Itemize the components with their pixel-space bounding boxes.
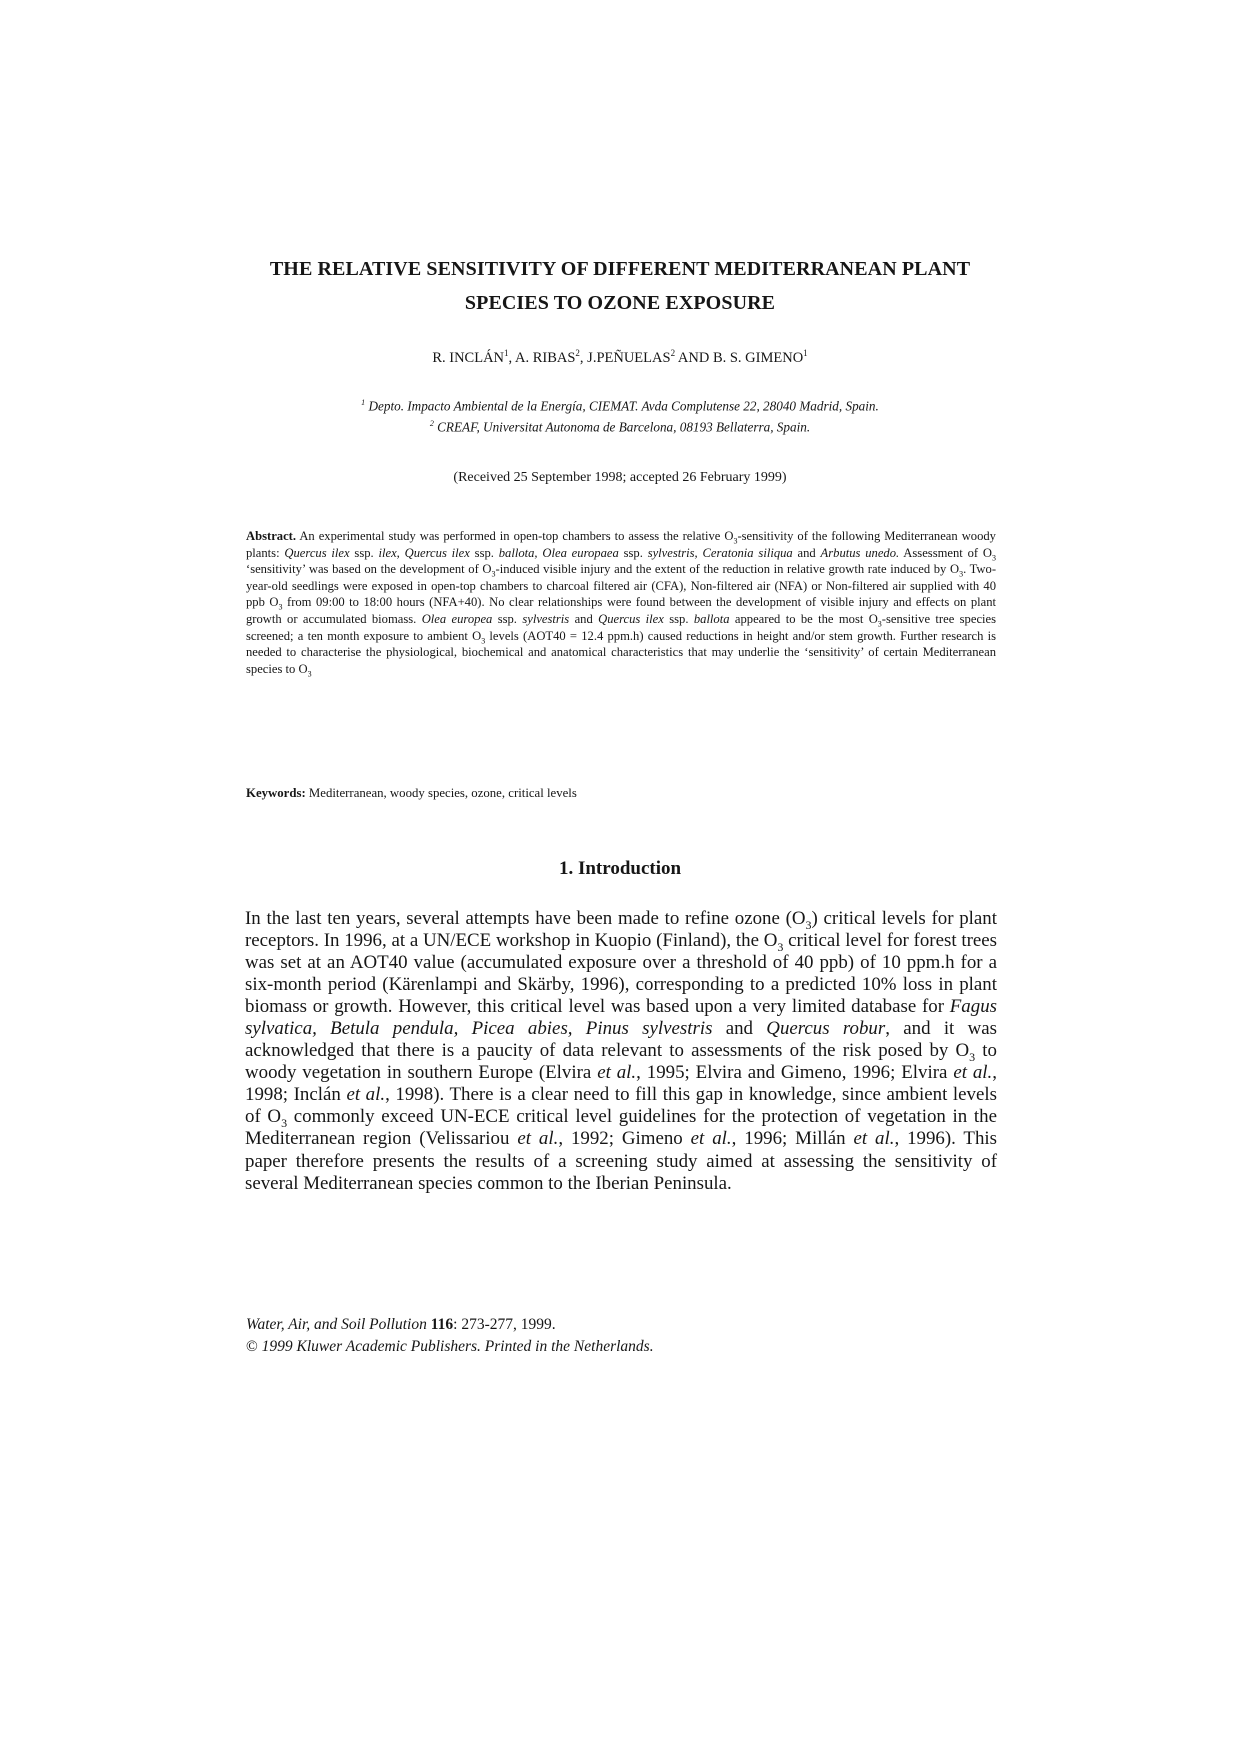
text-run: An experimental study was performed in open-top chambers to assess the relative O: [296, 529, 734, 543]
abstract-body: [246, 529, 997, 679]
text-run: , 1998). There is a clear need to fill this gap in knowledge, since ambient levels of O: [245, 1084, 997, 1128]
journal-pages: : 273-277, 1999.: [453, 1316, 556, 1333]
subscript-text: 3: [481, 636, 486, 646]
italic-text: Arbutus unedo.: [820, 545, 900, 560]
author-name: A. RIBAS: [514, 349, 576, 366]
subscript-text: 3: [307, 669, 312, 679]
subscript-text: 3: [992, 553, 997, 563]
affiliation-mark: 2: [429, 419, 434, 429]
italic-text: et al.: [517, 1128, 559, 1150]
italic-text: Fagus sylvatica, Betula pendula, Picea abies, Pinus sylvestris: [245, 996, 997, 1040]
italic-text: Olea europea: [421, 611, 493, 626]
subscript-text: 3: [969, 1050, 976, 1065]
italic-text: Quercus robur: [766, 1018, 886, 1040]
introduction-paragraph: [245, 908, 997, 1195]
author-affil-mark: 2: [575, 348, 580, 358]
copyright-symbol: ©: [246, 1338, 258, 1355]
text-run: , 1995; Elvira and Gimeno, 1996; Elvira: [636, 1062, 954, 1084]
copyright-text: 1999 Kluwer Academic Publishers. Printed in the Netherlands.: [257, 1338, 654, 1355]
author: [515, 350, 587, 366]
citation-line: [246, 1314, 1006, 1336]
text-run: levels (AOT40 = 12.4 ppm.h) caused reductions in height and/or stem growth. Further research is needed to characterise the physiological, biochemical and anatomical characteristics that may underlie the ‘sensitivity’ of certain Mediterranean species to O: [246, 628, 996, 676]
author-affil-mark: 2: [670, 348, 676, 358]
author: [587, 350, 713, 366]
author-list: [140, 348, 1100, 367]
affiliation: [140, 394, 1100, 415]
text-run: and: [712, 1018, 767, 1040]
text-run: , 1996; Millán: [731, 1128, 854, 1150]
author-separator: ,: [508, 349, 515, 366]
italic-text: ilex, Quercus ilex: [378, 545, 470, 560]
italic-text: et al.: [953, 1062, 993, 1084]
author-name: R. INCLÁN: [432, 349, 505, 366]
text-run: In the last ten years, several attempts have been made to refine ozone (O: [245, 908, 806, 929]
abstract: [246, 528, 996, 677]
keywords: [246, 786, 996, 801]
text-run: ssp.: [618, 545, 648, 560]
text-run: -sensitive tree species screened; a ten month exposure to ambient O: [246, 611, 997, 643]
affiliation: [140, 415, 1100, 436]
text-run: -induced visible injury and the extent of the reduction in relative growth rate induced by O: [495, 562, 960, 577]
paper-title: [140, 252, 1100, 320]
abstract-label: Abstract.: [246, 529, 297, 543]
affiliation-text: Depto. Impacto Ambiental de la Energía, CIEMAT. Avda Complutense 22, 28040 Madrid, Spain.: [368, 398, 879, 414]
author-affil-mark: 1: [803, 348, 808, 358]
subscript-text: 3: [733, 536, 738, 546]
subscript-text: 3: [281, 1116, 288, 1131]
author-name: B. S. GIMENO: [712, 349, 804, 366]
text-run: from 09:00 to 18:00 hours (NFA+40). No clear relationships were found between the development of visible injury and effects on plant growth or accumulated biomass.: [246, 595, 997, 626]
text-run: , and it was acknowledged that there is a paucity of data relevant to assessments of the risk posed by O: [245, 1018, 997, 1062]
text-run: ssp.: [469, 545, 499, 560]
text-run: , 1996). This paper therefore presents the results of a screening study aimed at assessing the sensitivity of several Mediterranean species common to the Iberian Peninsula.: [245, 1128, 998, 1194]
text-run: appeared to be the most O: [729, 611, 878, 626]
text-run: to woody vegetation in southern Europe (Elvira: [245, 1040, 997, 1084]
text-run: . Two-year-old seedlings were exposed in open-top chambers to charcoal filtered air (CFA), Non-filtered air (NFA) or Non-filtered air supplied with 40 ppb O: [246, 562, 997, 610]
text-run: ssp.: [663, 611, 694, 626]
journal-volume: 116: [430, 1316, 454, 1333]
copyright-line: [246, 1336, 1006, 1358]
text-run: Assessment of O: [899, 545, 993, 560]
italic-text: et al.: [690, 1128, 732, 1150]
subscript-text: 3: [959, 569, 964, 579]
italic-text: ballota: [693, 611, 730, 626]
italic-text: et al.: [853, 1128, 895, 1150]
italic-text: Quercus ilex: [284, 545, 350, 560]
text-run: -sensitivity of the following Mediterranean woody plants:: [246, 529, 996, 560]
text-run: , 1992; Gimeno: [558, 1128, 691, 1150]
journal-name: Water, Air, and Soil Pollution: [246, 1316, 427, 1333]
italic-text: et al.: [346, 1084, 386, 1106]
text-run: commonly exceed UN-ECE critical level guidelines for the protection of vegetation in the Mediterranean region (Velissariou: [245, 1106, 997, 1150]
text-run: , 1998; Inclán: [245, 1062, 997, 1106]
author-separator: ,: [579, 349, 588, 366]
italic-text: Quercus ilex: [598, 611, 664, 626]
text-run: ssp.: [492, 611, 523, 626]
author-name: J.PEÑUELAS: [587, 349, 671, 366]
subscript-text: 3: [777, 939, 784, 954]
publication-footer: [246, 1314, 1006, 1358]
keywords-label: Keywords:: [246, 786, 306, 800]
subscript-text: 3: [805, 917, 812, 932]
author-separator: AND: [675, 349, 713, 366]
text-run: and: [792, 545, 821, 560]
title-line-1: THE RELATIVE SENSITIVITY OF DIFFERENT MEDITERRANEAN PLANT: [269, 258, 971, 280]
text-run: and: [569, 611, 599, 626]
text-run: ) critical levels for plant receptors. In 1996, at a UN/ECE workshop in Kuopio (Finland), the O: [245, 908, 997, 952]
title-line-2: SPECIES TO OZONE EXPOSURE: [464, 292, 776, 314]
affiliations: [140, 394, 1100, 437]
section-heading: 1. Introduction: [558, 858, 682, 879]
affiliation-mark: 1: [361, 398, 366, 407]
italic-text: et al.: [597, 1062, 637, 1084]
text-run: ssp.: [349, 545, 379, 560]
text-run: ‘sensitivity’ was based on the development of O: [246, 562, 492, 577]
author: [432, 350, 515, 366]
italic-text: sylvestris, Ceratonia siliqua: [647, 545, 793, 560]
italic-text: sylvestris: [522, 611, 570, 626]
keywords-text: Mediterranean, woody species, ozone, critical levels: [305, 786, 577, 800]
author: [713, 350, 808, 366]
received-dates: (Received 25 September 1998; accepted 26 February 1999): [453, 470, 787, 485]
subscript-text: 3: [491, 569, 496, 579]
subscript-text: 3: [877, 619, 882, 629]
text-run: critical level for forest trees was set at an AOT40 value (accumulated exposure over a threshold of 40 ppb) of 10 ppm.h for a six-month period (Kärenlampi and Skärby, 1996), corresponding to a predicted 10% loss in plant biomass or growth. However, this critical level was based upon a very limited database for: [245, 930, 997, 1018]
subscript-text: 3: [278, 602, 283, 612]
affiliation-text: CREAF, Universitat Autonoma de Barcelona, 08193 Bellaterra, Spain.: [437, 419, 811, 435]
italic-text: ballota, Olea europaea: [498, 545, 619, 560]
author-affil-mark: 1: [504, 348, 509, 358]
